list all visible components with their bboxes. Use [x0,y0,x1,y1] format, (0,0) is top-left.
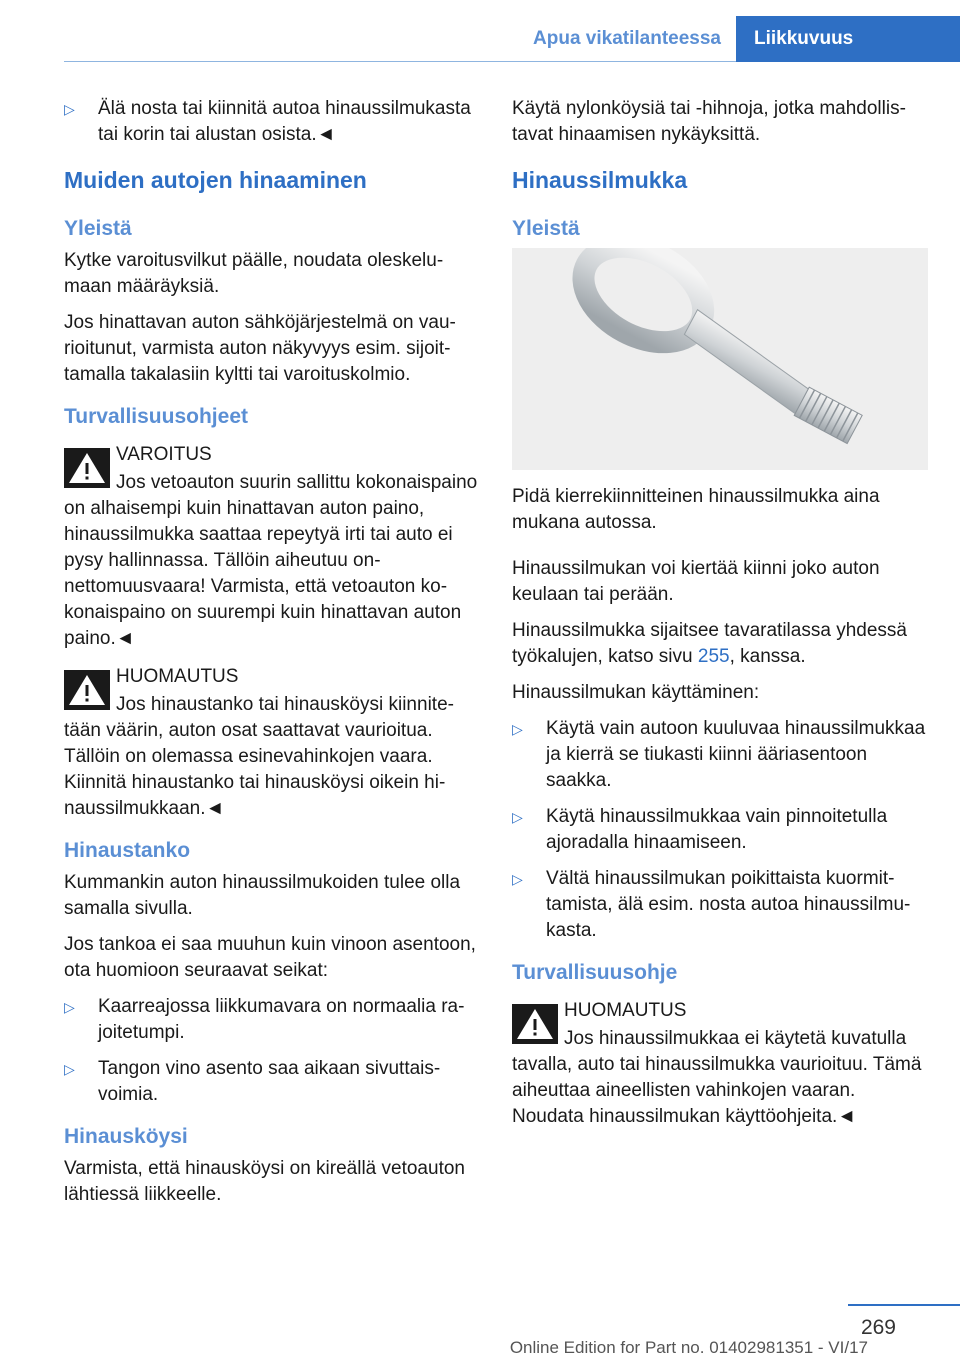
subheading-safety: Turvallisuusohjeet [64,405,248,428]
subheading-tow-rope: Hinausköysi [64,1125,188,1148]
warning-triangle-icon [64,670,110,710]
header-section-title[interactable]: Apua vikatilanteessa [533,28,721,49]
triangle-bullet-icon: ▷ [64,999,75,1015]
subheading-tow-bar: Hinaustanko [64,839,191,862]
warning-triangle-icon [64,448,110,488]
paragraph: Pidä kierrekiinnitteinen hinaussilmukka aina mukana autossa. [512,486,880,533]
warning-title: VAROITUS [116,444,212,465]
triangle-bullet-icon: ▷ [64,101,75,117]
warning-block [64,442,480,652]
warning-text: Jos vetoauton suurin sallittu kokonaispaino on alhaisempi kuin hinattavan auton paino, hinaussilmukka saattaa repeytyä irti tai auto ei pysy hallinnassa. Tällöin aiheutuu onnettomuusvaara! Varmista, että vetoauton kokonaispaino on suurempi kuin hinattavan auton paino.◄ [64,472,478,649]
subheading-general: Yleistä [64,217,132,240]
footer-rule [848,1304,960,1306]
triangle-bullet-icon: ▷ [512,721,523,737]
subheading-safety: Turvallisuusohje [512,961,678,984]
list-item: ▷ Käytä vain autoon kuuluvaa hinaussilmukkaa ja kierrä se tiukasti kiinni ääriasentoon saakka. [512,718,926,791]
paragraph: Varmista, että hinausköysi on kireällä vetoauton lähtiessä liikkeelle. [64,1158,465,1205]
left-column [64,96,480,1218]
list-item: ▷ Käytä hinaussilmukkaa vain pinnoitetulla ajoradalla hinaamiseen. [512,806,888,853]
paragraph: Hinaussilmukan voi kiertää kiinni joko auton keulaan tai perään. [512,558,880,605]
paragraph: Jos tankoa ei saa muuhun kuin vinoon asentoon, ota huomioon seuraavat seikat: [64,934,476,981]
list-item: ▷ Älä nosta tai kiinnitä autoa hinaussilmukasta tai korin tai alustan osista.◄ [64,98,471,145]
caution-title: HUOMAUTUS [116,666,239,687]
caution-text: Jos hinaussilmukkaa ei käytetä kuvatulla tavalla, auto tai hinaussilmukka vaurioituu. Tämä aiheuttaa aineellisten vahinkojen vaaran. Noudata hinaussilmukan käyttöohjeita.◄ [512,1028,922,1127]
heading-tow-fitting: Hinaussilmukka [512,167,688,193]
paragraph: Kummankin auton hinaussilmukoiden tulee olla samalla sivulla. [64,872,461,919]
triangle-bullet-icon: ▷ [512,809,523,825]
warning-triangle-icon [512,1004,558,1044]
heading-towing-other-cars: Muiden autojen hinaaminen [64,167,367,193]
caution-title: HUOMAUTUS [564,1000,687,1021]
paragraph: Hinaussilmukan käyttäminen: [512,682,760,703]
list-item: ▷ Tangon vino asento saa aikaan sivuttaisvoimia. [64,1058,441,1105]
subheading-general: Yleistä [512,217,580,240]
right-column [512,96,928,1140]
tow-eye-icon [512,248,928,470]
triangle-bullet-icon: ▷ [64,1061,75,1077]
list-item: ▷ Kaarreajossa liikkumavara on normaalia rajoitetumpi. [64,996,465,1043]
list-item: ▷ Vältä hinaussilmukan poikittaista kuormittamista, älä esim. nosta autoa hinaussilmukasta. [512,868,911,941]
caution-block [64,664,480,822]
caution-block [512,998,928,1130]
paragraph: Jos hinattavan auton sähköjärjestelmä on vaurioitunut, varmista auton näkyvyys esim. sijoittamalla takalasiin kyltti tai varoituskolmio. [64,312,456,385]
paragraph: Hinaussilmukka sijaitsee tavaratilassa yhdessä työkalujen, katso sivu 255, kanssa. [512,620,907,667]
header-chapter-tab[interactable]: Liikkuvuus [736,16,960,62]
triangle-bullet-icon: ▷ [512,871,523,887]
page-number: 269 [860,1316,896,1339]
caution-text: Jos hinaustanko tai hinausköysi kiinnitetään väärin, auton osat saattavat vaurioitua. Tällöin on olemassa esinevahinkojen vaara. Kiinnitä hinaustanko tai hinausköysi oikein hinaussilmukkaan.◄ [64,694,454,819]
page-link[interactable]: 255 [697,646,730,667]
paragraph: Käytä nylonköysiä tai -hihnoja, jotka mahdollistavat hinaamisen nykäyksittä. [512,98,906,145]
tow-fitting-illustration [512,248,928,470]
paragraph: Kytke varoitusvilkut päälle, noudata oleskelumaan määräyksiä. [64,250,444,297]
footer-edition: Online Edition for Part no. 01402981351 - VI/17 [509,1338,868,1357]
